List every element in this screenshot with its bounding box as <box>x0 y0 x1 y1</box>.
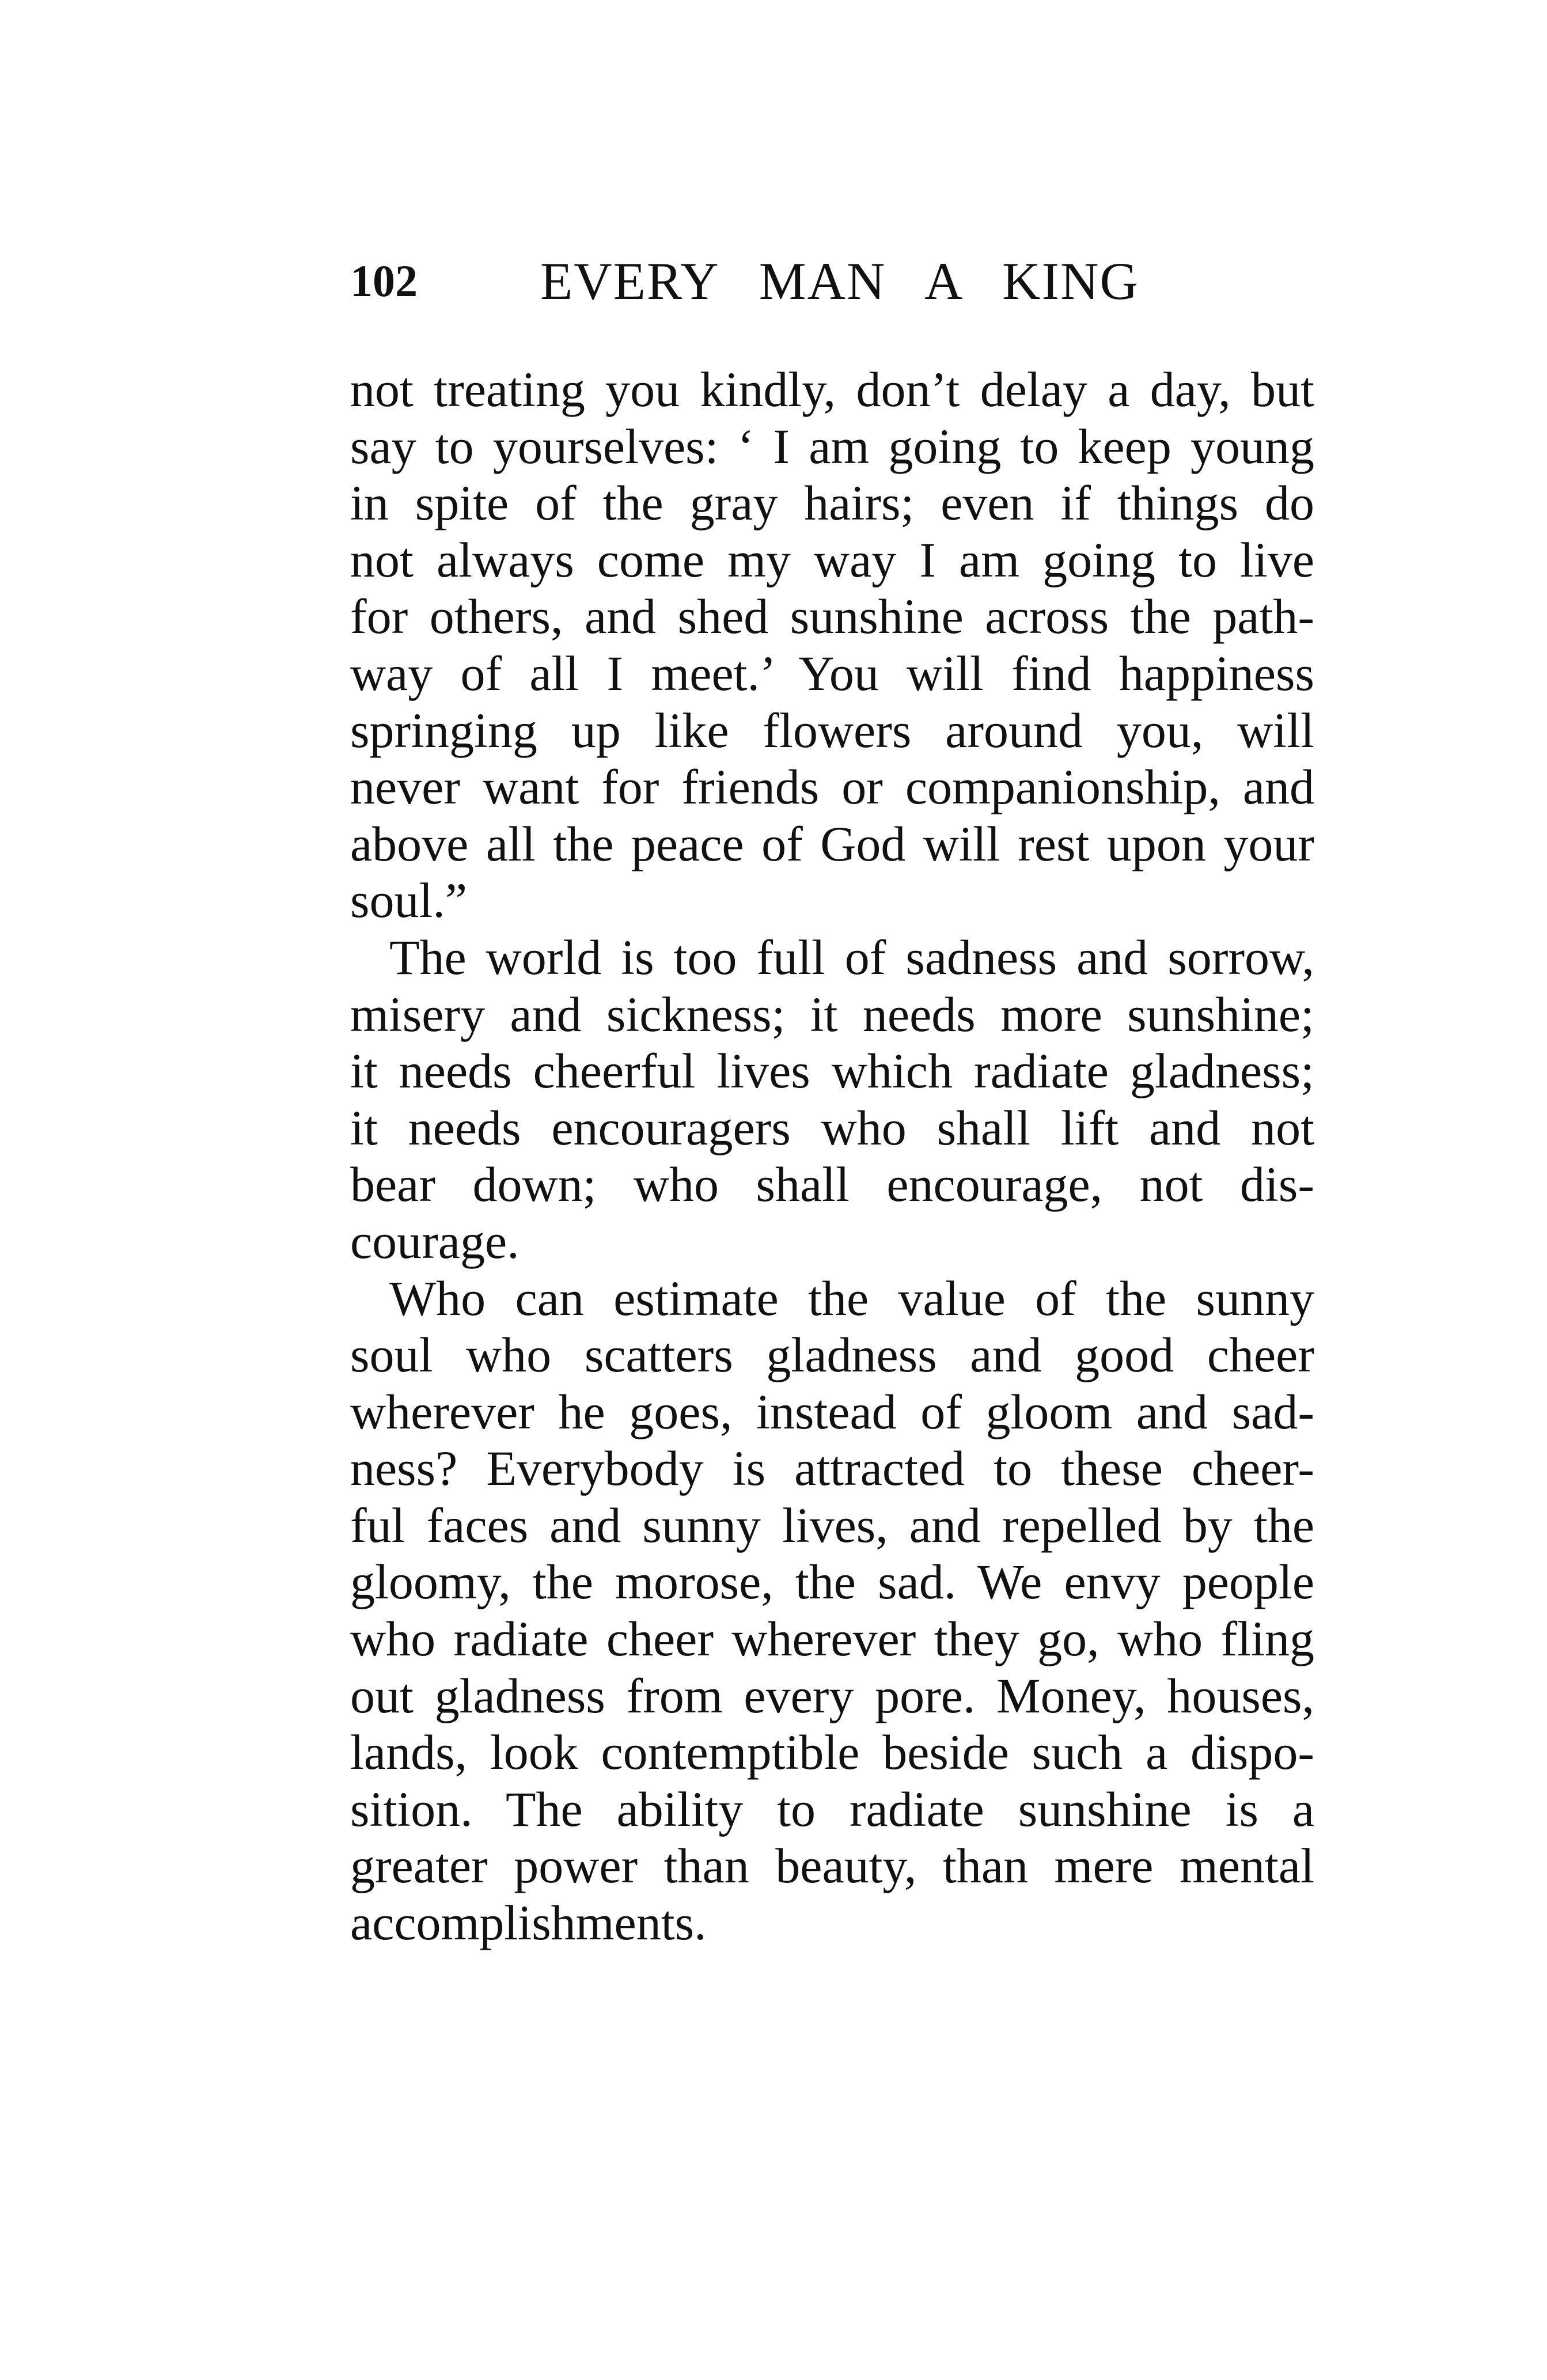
text-line: ful faces and sunny lives, and repelled by the <box>350 1497 1314 1553</box>
page-number: 102 <box>350 256 418 306</box>
text-line: it needs encouragers who shall lift and not <box>350 1100 1314 1155</box>
text-line: it needs cheerful lives which radiate gladness; <box>350 1043 1314 1099</box>
text-line: greater power than beauty, than mere mental <box>350 1838 1314 1894</box>
text-line: above all the peace of God will rest upon your <box>350 816 1314 871</box>
running-title: EVERY MAN A KING <box>540 252 1139 310</box>
text-line: wherever he goes, instead of gloom and sad- <box>350 1384 1314 1439</box>
text-line: out gladness from every pore. Money, houses, <box>350 1667 1314 1723</box>
text-line: in spite of the gray hairs; even if things do <box>350 475 1314 531</box>
body-text <box>350 361 1314 1951</box>
text-line: The world is too full of sadness and sorrow, <box>389 929 1314 985</box>
text-line: who radiate cheer wherever they go, who fling <box>350 1611 1314 1667</box>
paragraph <box>350 929 1314 1270</box>
text-line: ness? Everybody is attracted to these cheer- <box>350 1441 1314 1496</box>
text-line: not always come my way I am going to live <box>350 532 1314 588</box>
paragraph <box>350 1270 1314 1951</box>
text-line: lands, look contemptible beside such a dispo- <box>350 1725 1314 1780</box>
text-line: soul who scatters gladness and good cheer <box>350 1327 1314 1383</box>
text-line: Who can estimate the value of the sunny <box>389 1270 1314 1326</box>
text-line: misery and sickness; it needs more sunshine; <box>350 986 1314 1042</box>
text-line: courage. <box>350 1213 520 1269</box>
text-line: never want for friends or companionship, and <box>350 759 1314 815</box>
text-line: say to yourselves: ‘ I am going to keep young <box>350 418 1314 474</box>
text-line: not treating you kindly, don’t delay a day, but <box>350 362 1314 417</box>
paragraph <box>350 361 1314 929</box>
text-line: bear down; who shall encourage, not dis- <box>350 1157 1314 1212</box>
text-line: gloomy, the morose, the sad. We envy people <box>350 1554 1314 1610</box>
text-line: soul.” <box>350 873 468 928</box>
text-line: springing up like flowers around you, will <box>350 702 1314 758</box>
text-line: for others, and shed sunshine across the path- <box>350 589 1314 645</box>
text-line: accomplishments. <box>350 1895 707 1951</box>
text-line: way of all I meet.’ You will find happiness <box>350 645 1314 701</box>
text-line: sition. The ability to radiate sunshine is a <box>350 1781 1314 1837</box>
